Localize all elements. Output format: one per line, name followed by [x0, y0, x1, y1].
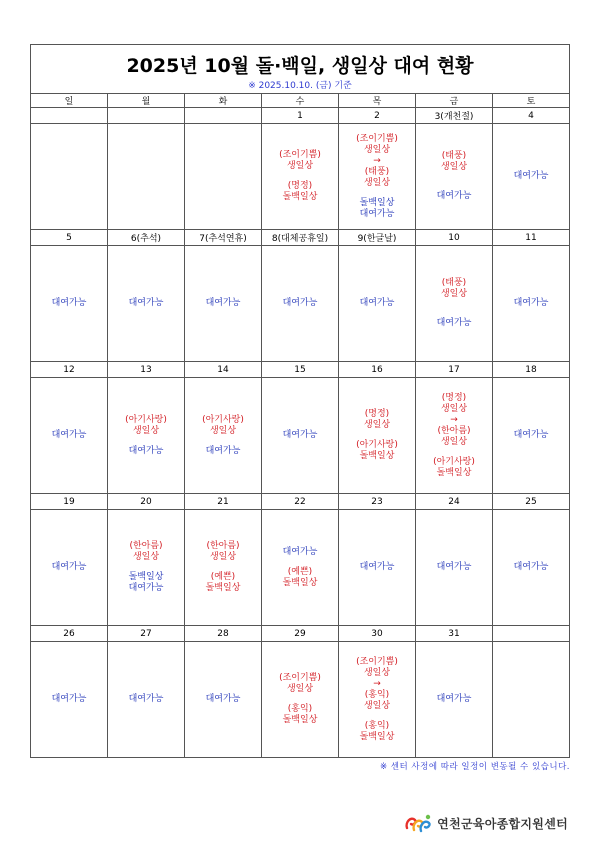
- day-cell: [416, 642, 493, 758]
- date-label: 27: [108, 626, 185, 642]
- date-label: [185, 108, 262, 124]
- weekday-sun: 일: [31, 94, 108, 108]
- weekday-thu: 목: [339, 94, 416, 108]
- availability-text: 대여가능: [282, 546, 318, 557]
- reservation-text: (예쁜): [210, 572, 236, 582]
- date-label: 5: [31, 230, 108, 246]
- date-row: [31, 626, 570, 642]
- date-row: [31, 362, 570, 378]
- availability-text: 대여가능: [128, 694, 164, 704]
- date-label: 19: [31, 494, 108, 510]
- date-label: 15: [262, 362, 339, 378]
- availability-text: 대여가능: [436, 191, 472, 201]
- reservation-text: →: [373, 678, 381, 689]
- reservation-text: 생일상: [209, 425, 237, 436]
- reservation-text: (조이기쁨): [356, 656, 398, 667]
- day-cell: [262, 378, 339, 494]
- day-cell: [416, 510, 493, 626]
- reservation-text: (명정): [364, 409, 390, 419]
- reservation-text: 생일상: [363, 700, 391, 711]
- availability-text: 대여가능: [128, 583, 164, 593]
- availability-text: 대여가능: [128, 445, 164, 456]
- page-title: 2025년 10월 돌·백일, 생일상 대여 현황: [126, 55, 474, 77]
- day-cell: [262, 510, 339, 626]
- day-cell: [31, 378, 108, 494]
- day-cell: [339, 510, 416, 626]
- reservation-text: →: [450, 414, 458, 425]
- day-cell: [108, 510, 185, 626]
- schedule-row: [31, 642, 570, 758]
- reservation-text: (조이기쁨): [279, 673, 321, 683]
- day-cell: [262, 246, 339, 362]
- availability-text: 대여가능: [436, 318, 472, 328]
- calendar-sheet: [30, 44, 570, 758]
- day-cell: [339, 378, 416, 494]
- availability-text: 대여가능: [513, 430, 549, 440]
- day-cell: [31, 246, 108, 362]
- reservation-text: (홍익): [287, 704, 313, 714]
- day-cell: [185, 378, 262, 494]
- availability-text: 대여가능: [205, 298, 241, 308]
- availability-text: 대여가능: [359, 298, 395, 308]
- reservation-text: 돌백일상: [205, 583, 241, 593]
- reservation-text: (아기사랑): [356, 440, 398, 450]
- day-cell: [108, 124, 185, 230]
- reservation-text: 생일상: [440, 403, 468, 414]
- day-cell: [31, 510, 108, 626]
- weekday-sat: 토: [493, 94, 570, 108]
- reservation-text: (조이기쁨): [356, 133, 398, 144]
- date-label: 20: [108, 494, 185, 510]
- day-cell: [339, 124, 416, 230]
- date-label: 12: [31, 362, 108, 378]
- day-cell: [185, 642, 262, 758]
- date-label: 21: [185, 494, 262, 510]
- date-label: 31: [416, 626, 493, 642]
- schedule-row: [31, 124, 570, 230]
- day-cell: [185, 510, 262, 626]
- day-cell: [262, 642, 339, 758]
- date-label: 14: [185, 362, 262, 378]
- availability-text: 대여가능: [359, 562, 395, 572]
- day-cell: [262, 124, 339, 230]
- schedule-change-note: ※ 센터 사정에 따라 일정이 변동될 수 있습니다.: [379, 762, 570, 772]
- date-label: 26: [31, 626, 108, 642]
- reservation-text: 생일상: [363, 144, 391, 155]
- date-label: 30: [339, 626, 416, 642]
- availability-text: 대여가능: [51, 430, 87, 440]
- date-label: 2: [339, 108, 416, 124]
- footer: [403, 812, 568, 834]
- date-label: 16: [339, 362, 416, 378]
- reservation-text: 생일상: [363, 420, 391, 430]
- date-label: 8(대체공휴일): [262, 230, 339, 246]
- availability-text: 대여가능: [128, 298, 164, 308]
- availability-text: 대여가능: [205, 694, 241, 704]
- date-row: [31, 494, 570, 510]
- date-label: 1: [262, 108, 339, 124]
- reservation-text: (태풍): [441, 151, 467, 161]
- day-cell: [185, 246, 262, 362]
- availability-text: 대여가능: [205, 445, 241, 456]
- availability-text: 대여가능: [51, 694, 87, 704]
- reservation-text: 돌백일상: [282, 715, 318, 725]
- reservation-text: (한아름): [129, 541, 163, 551]
- day-cell: [493, 510, 570, 626]
- reservation-text: 생일상: [209, 552, 237, 562]
- reservation-text: (홍익): [364, 689, 390, 700]
- reservation-text: 생일상: [440, 162, 468, 172]
- date-label: 18: [493, 362, 570, 378]
- date-label: 3(개천절): [416, 108, 493, 124]
- calendar-table: [30, 93, 570, 758]
- date-label: 28: [185, 626, 262, 642]
- availability-text: 대여가능: [436, 562, 472, 572]
- weekday-fri: 금: [416, 94, 493, 108]
- availability-text: 대여가능: [436, 694, 472, 704]
- availability-text: 대여가능: [282, 430, 318, 440]
- reservation-text: 생일상: [440, 436, 468, 447]
- date-label: 29: [262, 626, 339, 642]
- date-label: 9(한글날): [339, 230, 416, 246]
- day-cell: [416, 378, 493, 494]
- availability-text: 돌백일상: [359, 197, 395, 208]
- center-logo-icon: [403, 812, 433, 834]
- day-cell: [185, 124, 262, 230]
- date-label: 4: [493, 108, 570, 124]
- day-cell: [339, 246, 416, 362]
- day-cell: [493, 378, 570, 494]
- date-label: 25: [493, 494, 570, 510]
- date-label: 23: [339, 494, 416, 510]
- calendar-body: [31, 108, 570, 758]
- day-cell: [108, 642, 185, 758]
- reservation-text: (아기사랑): [125, 414, 167, 425]
- date-label: 13: [108, 362, 185, 378]
- weekday-wed: 수: [262, 94, 339, 108]
- reservation-text: 생일상: [132, 425, 160, 436]
- reservation-text: 돌백일상: [436, 467, 472, 478]
- reservation-text: (아기사랑): [433, 456, 475, 467]
- date-label: [493, 626, 570, 642]
- reservation-text: 생일상: [363, 177, 391, 188]
- schedule-row: [31, 246, 570, 362]
- title-area: [31, 45, 569, 93]
- day-cell: [416, 124, 493, 230]
- day-cell: [493, 642, 570, 758]
- reservation-text: 돌백일상: [359, 731, 395, 742]
- schedule-row: [31, 510, 570, 626]
- date-label: 22: [262, 494, 339, 510]
- reservation-text: 돌백일상: [359, 451, 395, 461]
- reservation-text: (조이기쁨): [279, 150, 321, 160]
- date-label: 17: [416, 362, 493, 378]
- day-cell: [31, 124, 108, 230]
- reservation-text: (예쁜): [287, 566, 313, 577]
- day-cell: [31, 642, 108, 758]
- day-cell: [339, 642, 416, 758]
- reservation-text: (태풍): [441, 278, 467, 288]
- availability-text: 대여가능: [513, 562, 549, 572]
- day-cell: [493, 124, 570, 230]
- reservation-text: 생일상: [132, 552, 160, 562]
- weekday-tue: 화: [185, 94, 262, 108]
- weekday-mon: 월: [108, 94, 185, 108]
- reservation-text: (명정): [441, 392, 467, 403]
- availability-text: 대여가능: [513, 171, 549, 181]
- schedule-row: [31, 378, 570, 494]
- weekday-header-row: [31, 94, 570, 108]
- date-label: 6(추석): [108, 230, 185, 246]
- availability-text: 대여가능: [51, 298, 87, 308]
- as-of-date: ※ 2025.10.10. (금) 기준: [248, 81, 352, 91]
- date-row: [31, 230, 570, 246]
- date-label: 10: [416, 230, 493, 246]
- day-cell: [416, 246, 493, 362]
- availability-text: 대여가능: [51, 562, 87, 572]
- availability-text: 돌백일상: [128, 572, 164, 582]
- reservation-text: (태풍): [364, 166, 390, 177]
- day-cell: [108, 246, 185, 362]
- date-label: 7(추석연휴): [185, 230, 262, 246]
- reservation-text: (명정): [287, 181, 313, 191]
- reservation-text: 생일상: [286, 161, 314, 171]
- reservation-text: 생일상: [363, 667, 391, 678]
- reservation-text: (홍익): [364, 720, 390, 731]
- reservation-text: (아기사랑): [202, 414, 244, 425]
- day-cell: [108, 378, 185, 494]
- availability-text: 대여가능: [513, 298, 549, 308]
- date-label: [31, 108, 108, 124]
- date-label: 24: [416, 494, 493, 510]
- reservation-text: (한아름): [206, 541, 240, 551]
- reservation-text: 돌백일상: [282, 192, 318, 202]
- day-cell: [493, 246, 570, 362]
- organization-name: 연천군육아종합지원센터: [437, 816, 568, 831]
- reservation-text: 생일상: [440, 289, 468, 299]
- date-row: [31, 108, 570, 124]
- date-label: 11: [493, 230, 570, 246]
- availability-text: 대여가능: [359, 208, 395, 219]
- reservation-text: →: [373, 155, 381, 166]
- date-label: [108, 108, 185, 124]
- reservation-text: 돌백일상: [282, 577, 318, 588]
- reservation-text: 생일상: [286, 684, 314, 694]
- availability-text: 대여가능: [282, 298, 318, 308]
- reservation-text: (한아름): [437, 425, 471, 436]
